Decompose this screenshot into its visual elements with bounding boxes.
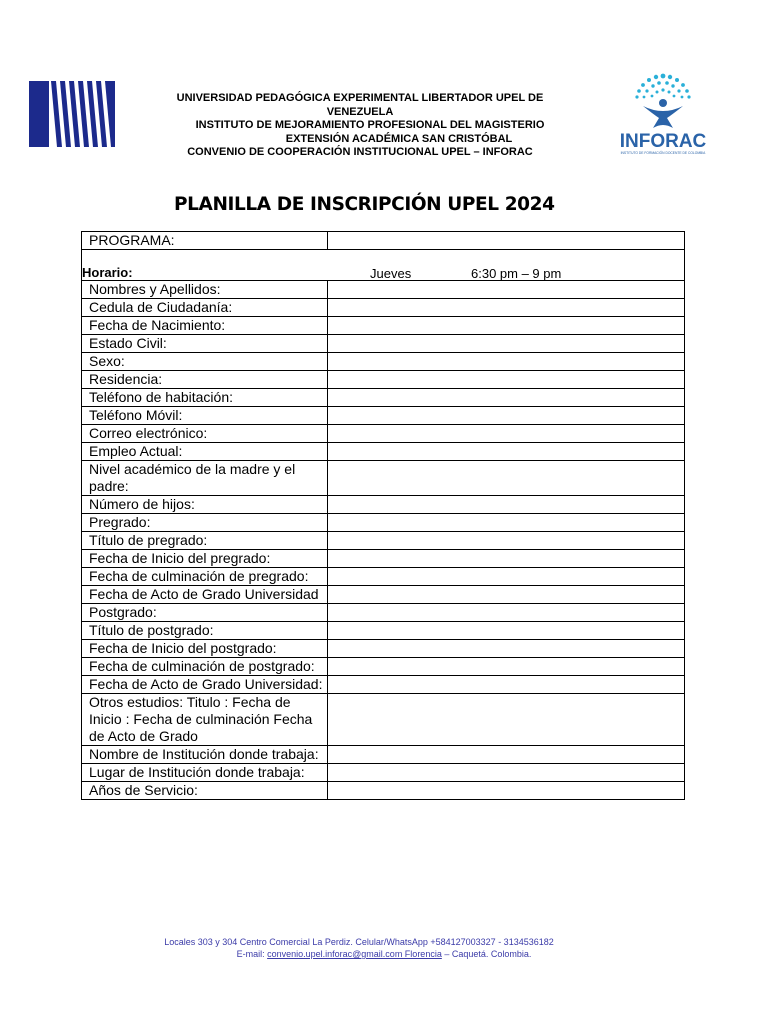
form-field-value-cell[interactable]	[328, 389, 685, 407]
form-field-label: Título de postgrado:	[82, 622, 328, 640]
form-field-label: Fecha de Acto de Grado Universidad:	[82, 676, 328, 694]
form-field-label: Fecha de Acto de Grado Universidad	[82, 586, 328, 604]
form-field-label: Fecha de Nacimiento:	[82, 317, 328, 335]
inforac-logo-tagline: INSTITUTO DE FORMACIÓN DOCENTE DE COLOMBIA	[620, 151, 706, 155]
form-field-row	[82, 676, 685, 694]
inforac-logo-text: INFORAC	[619, 131, 707, 152]
form-field-row	[82, 622, 685, 640]
form-field-value-cell[interactable]	[328, 371, 685, 389]
form-field-row	[82, 782, 685, 800]
form-field-label: Fecha de culminación de postgrado:	[82, 658, 328, 676]
form-field-value-cell[interactable]	[328, 586, 685, 604]
form-field-value-cell[interactable]	[328, 461, 685, 496]
form-field-label: Empleo Actual:	[82, 443, 328, 461]
form-field-label: Nombres y Apellidos:	[82, 281, 328, 299]
footer-email-link[interactable]: convenio.upel.inforac@gmail.com Florencia	[267, 949, 442, 959]
footer-email-line	[0, 948, 768, 960]
form-field-value-cell[interactable]	[328, 335, 685, 353]
form-field-row	[82, 335, 685, 353]
form-field-label: Teléfono Móvil:	[82, 407, 328, 425]
form-field-row	[82, 281, 685, 299]
form-field-value-cell[interactable]	[328, 694, 685, 746]
form-field-label: Número de hijos:	[82, 496, 328, 514]
form-field-label: Pregrado:	[82, 514, 328, 532]
form-field-row	[82, 407, 685, 425]
form-field-value-cell[interactable]	[328, 550, 685, 568]
form-field-label: Título de pregrado:	[82, 532, 328, 550]
form-field-row	[82, 586, 685, 604]
form-field-row	[82, 389, 685, 407]
upel-logo	[29, 81, 115, 147]
form-field-row	[82, 514, 685, 532]
form-field-row	[82, 532, 685, 550]
form-field-label: Postgrado:	[82, 604, 328, 622]
form-field-label: Cedula de Ciudadanía:	[82, 299, 328, 317]
header-line-agreement: CONVENIO DE COOPERACIÓN INSTITUCIONAL UPEL – INFORAC	[187, 146, 533, 159]
form-field-value-cell[interactable]	[328, 568, 685, 586]
form-field-row	[82, 425, 685, 443]
header-line-extension: EXTENSIÓN ACADÉMICA SAN CRISTÓBAL	[285, 132, 513, 145]
horario-day: Jueves	[370, 266, 412, 281]
horario-label: Horario:	[82, 265, 133, 280]
programa-value-cell[interactable]	[328, 232, 685, 250]
form-field-value-cell[interactable]	[328, 746, 685, 764]
form-field-label: Estado Civil:	[82, 335, 328, 353]
form-field-value-cell[interactable]	[328, 532, 685, 550]
form-field-value-cell[interactable]	[328, 782, 685, 800]
form-field-value-cell[interactable]	[328, 281, 685, 299]
form-field-value-cell[interactable]	[328, 299, 685, 317]
programa-label: PROGRAMA:	[82, 232, 328, 250]
form-field-label: Sexo:	[82, 353, 328, 371]
form-field-row	[82, 640, 685, 658]
form-field-value-cell[interactable]	[328, 676, 685, 694]
footer-email-prefix: E-mail:	[236, 949, 268, 959]
header-line-institute: INSTITUTO DE MEJORAMIENTO PROFESIONAL DEL MAGISTERIO	[195, 119, 545, 132]
inforac-logo	[613, 70, 713, 160]
horario-time: 6:30 pm – 9 pm	[471, 266, 562, 281]
header-line-university: UNIVERSIDAD PEDAGÓGICA EXPERIMENTAL LIBERTADOR UPEL DE VENEZUELA	[176, 92, 544, 118]
registration-form-table	[81, 231, 685, 800]
form-field-label: Fecha de Inicio del postgrado:	[82, 640, 328, 658]
form-field-label: Teléfono de habitación:	[82, 389, 328, 407]
form-field-label: Nivel académico de la madre y el padre:	[82, 461, 328, 496]
form-field-row	[82, 568, 685, 586]
form-field-label: Fecha de culminación de pregrado:	[82, 568, 328, 586]
form-field-label: Años de Servicio:	[82, 782, 328, 800]
programa-row	[82, 232, 685, 250]
form-field-label: Nombre de Institución donde trabaja:	[82, 746, 328, 764]
form-field-value-cell[interactable]	[328, 425, 685, 443]
form-field-row	[82, 694, 685, 746]
form-field-value-cell[interactable]	[328, 353, 685, 371]
form-field-row	[82, 443, 685, 461]
form-field-value-cell[interactable]	[328, 764, 685, 782]
form-field-row	[82, 764, 685, 782]
footer-email-suffix: – Caquetá. Colombia.	[441, 949, 532, 959]
form-field-value-cell[interactable]	[328, 407, 685, 425]
institution-header	[150, 92, 570, 160]
form-field-value-cell[interactable]	[328, 514, 685, 532]
form-field-value-cell[interactable]	[328, 658, 685, 676]
form-field-row	[82, 299, 685, 317]
form-field-label: Residencia:	[82, 371, 328, 389]
form-field-row	[82, 550, 685, 568]
form-field-row	[82, 496, 685, 514]
form-field-label: Lugar de Institución donde trabaja:	[82, 764, 328, 782]
form-field-label: Correo electrónico:	[82, 425, 328, 443]
form-field-label: Fecha de Inicio del pregrado:	[82, 550, 328, 568]
form-field-value-cell[interactable]	[328, 604, 685, 622]
form-field-label: Otros estudios: Titulo : Fecha de Inicio : Fecha de culminación Fecha de Acto de Grado	[82, 694, 328, 746]
form-field-value-cell[interactable]	[328, 317, 685, 335]
form-field-value-cell[interactable]	[328, 622, 685, 640]
form-field-row	[82, 371, 685, 389]
footer-address: Locales 303 y 304 Centro Comercial La Perdiz. Celular/WhatsApp +584127003327 - 3134536182	[164, 937, 554, 947]
form-field-row	[82, 746, 685, 764]
form-field-row	[82, 604, 685, 622]
form-field-value-cell[interactable]	[328, 496, 685, 514]
form-field-row	[82, 353, 685, 371]
form-title: PLANILLA DE INSCRIPCIÓN UPEL 2024	[174, 194, 555, 215]
footer-contact	[0, 936, 768, 960]
form-field-value-cell[interactable]	[328, 640, 685, 658]
form-field-row	[82, 658, 685, 676]
form-field-value-cell[interactable]	[328, 443, 685, 461]
form-field-row	[82, 317, 685, 335]
form-field-row	[82, 461, 685, 496]
